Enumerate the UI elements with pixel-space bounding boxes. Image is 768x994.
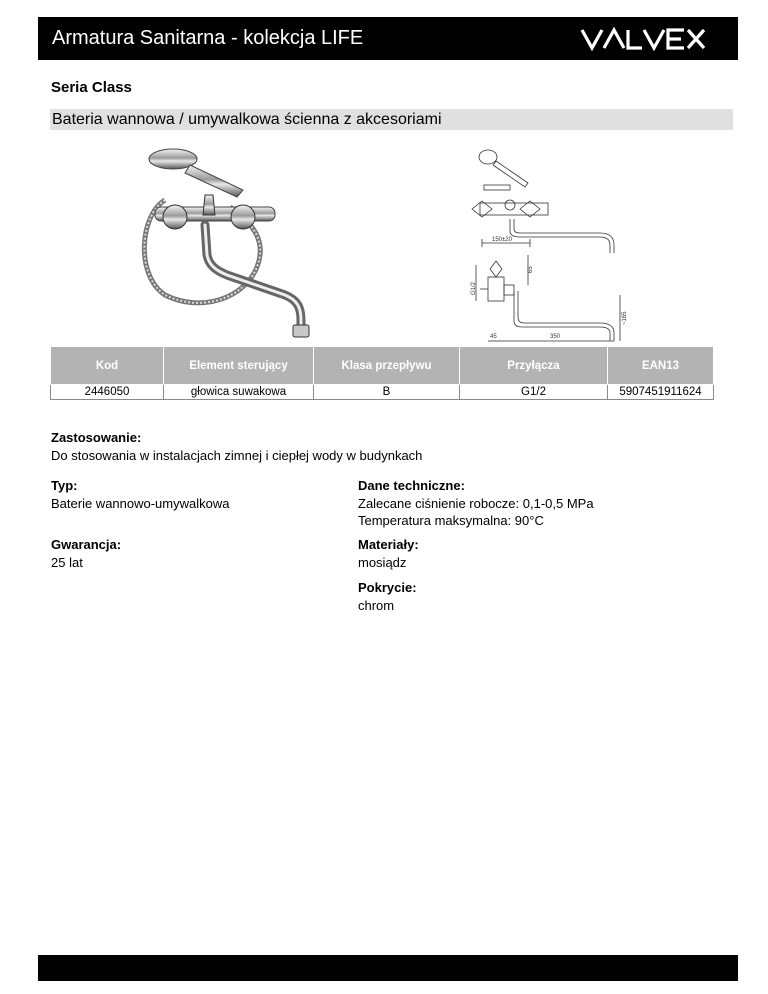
cell-connections: G1/2	[460, 385, 608, 400]
col-header-connections: Przyłącza	[460, 347, 608, 385]
spec-table-header-row	[51, 347, 714, 385]
dim-65: 65	[528, 266, 534, 273]
application-text: Do stosowania w instalacjach zimnej i ciepłej wody w budynkach	[51, 448, 423, 463]
technical-drawing	[470, 145, 630, 345]
header-bar	[38, 17, 738, 60]
col-header-flow-class: Klasa przepływu	[314, 347, 460, 385]
product-title-band	[50, 109, 733, 130]
footer-bar	[38, 955, 738, 981]
spec-table	[50, 346, 714, 400]
dim-g12: G1/2	[471, 281, 477, 295]
cell-control-element: głowica suwakowa	[164, 385, 314, 400]
technical-label: Dane techniczne:	[358, 478, 465, 493]
materials-text: mosiądz	[358, 555, 407, 570]
col-header-control-element: Element sterujący	[164, 347, 314, 385]
technical-line-pressure: Zalecane ciśnienie robocze: 0,1-0,5 MPa	[358, 496, 594, 511]
col-header-code: Kod	[51, 347, 164, 385]
product-title: Bateria wannowa / umywalkowa ścienna z akcesoriami	[52, 111, 442, 128]
type-label: Typ:	[51, 478, 78, 493]
header-title: Armatura Sanitarna - kolekcja LIFE	[52, 27, 364, 49]
warranty-label: Gwarancja:	[51, 537, 122, 552]
warranty-text: 25 lat	[51, 555, 83, 570]
brand-name: VALVEX	[580, 27, 584, 28]
cell-flow-class: B	[314, 385, 460, 400]
dim-150: 150±20	[492, 237, 512, 243]
dim-165: ~165	[622, 311, 628, 325]
application-label: Zastosowanie:	[51, 430, 142, 445]
col-header-ean13: EAN13	[608, 347, 714, 385]
dim-45: 45	[490, 334, 497, 340]
type-text: Baterie wannowo-umywalkowa	[51, 496, 230, 511]
technical-line-temperature: Temperatura maksymalna: 90°C	[358, 513, 544, 528]
coating-label: Pokrycie:	[358, 580, 417, 595]
coating-text: chrom	[358, 598, 395, 613]
cell-code: 2446050	[51, 385, 164, 400]
valvex-logo	[580, 27, 720, 51]
product-photo	[135, 145, 320, 340]
dim-350: 350	[550, 334, 561, 340]
materials-label: Materiały:	[358, 537, 419, 552]
table-row	[51, 385, 714, 400]
series-title: Seria Class	[51, 79, 132, 96]
cell-ean13: 5907451911624	[608, 385, 714, 400]
